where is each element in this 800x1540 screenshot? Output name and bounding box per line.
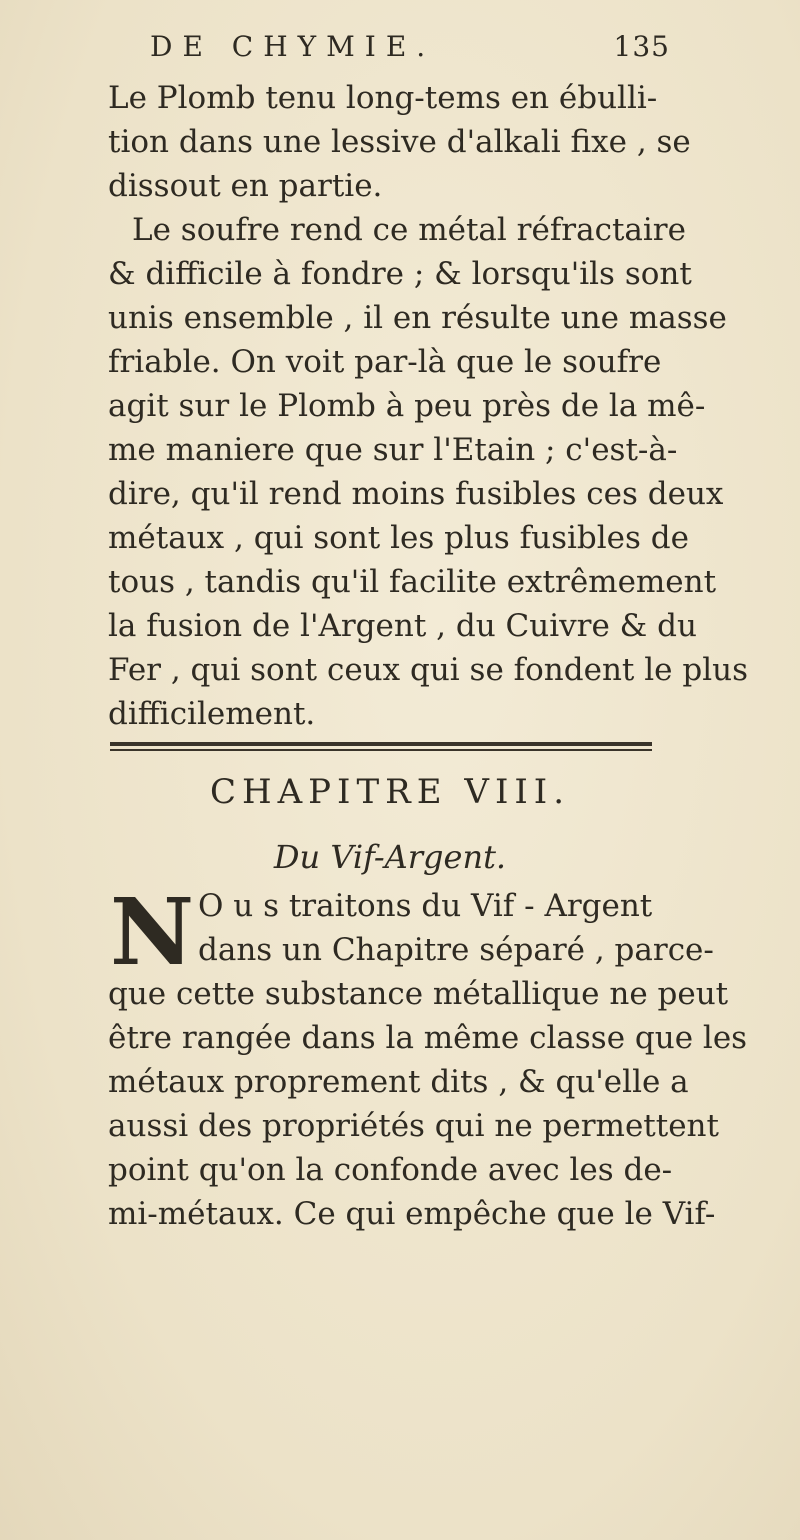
text-line: agit sur le Plomb à peu près de la mê-	[108, 388, 706, 424]
drop-cap: N	[110, 878, 195, 986]
text-line: friable. On voit par-là que le soufre	[108, 344, 662, 380]
page-number: 135	[613, 30, 670, 63]
text-line: mi-métaux. Ce qui empêche que le Vif-	[108, 1196, 716, 1232]
running-head-title: DE CHYMIE.	[150, 30, 436, 63]
text-line: me maniere que sur l'Etain ; c'est-à-	[108, 432, 678, 468]
text-line: dissout en partie.	[108, 168, 383, 204]
text-line: Le Plomb tenu long-tems en ébulli-	[108, 80, 658, 116]
text-line: & difficile à fondre ; & lorsqu'ils sont	[108, 256, 692, 292]
running-head	[150, 30, 670, 70]
text-line: métaux proprement dits , & qu'elle a	[108, 1064, 689, 1100]
text-line: O u s traitons du Vif - Argent	[198, 888, 653, 924]
text-line: que cette substance métallique ne peut	[108, 976, 729, 1012]
text-line: tion dans une lessive d'alkali fixe , se	[108, 124, 691, 160]
paragraph-2	[108, 208, 748, 736]
paragraph-1	[108, 76, 691, 208]
text-line: difficilement.	[108, 696, 316, 732]
rule-thin	[110, 749, 652, 751]
text-line: Fer , qui sont ceux qui se fondent le plus	[108, 652, 748, 688]
text-line: être rangée dans la même classe que les	[108, 1020, 748, 1056]
chapter-subtitle: Du Vif-Argent.	[273, 838, 507, 876]
text-line: métaux , qui sont les plus fusibles de	[108, 520, 689, 556]
text-line: point qu'on la confonde avec les de-	[108, 1152, 673, 1188]
text-line: Le soufre rend ce métal réfractaire	[132, 212, 686, 248]
text-line: tous , tandis qu'il facilite extrêmement	[108, 564, 717, 600]
text-line: dans un Chapitre séparé , parce-	[198, 932, 714, 968]
text-line: la fusion de l'Argent , du Cuivre & du	[108, 608, 697, 644]
ornamental-rule	[110, 742, 652, 754]
chapter-title: CHAPITRE VIII.	[209, 772, 571, 812]
text-line: dire, qu'il rend moins fusibles ces deux	[108, 476, 724, 512]
text-line: aussi des propriétés qui ne permettent	[108, 1108, 719, 1144]
rule-thick	[110, 742, 652, 746]
text-line: unis ensemble , il en résulte une masse	[108, 300, 727, 336]
